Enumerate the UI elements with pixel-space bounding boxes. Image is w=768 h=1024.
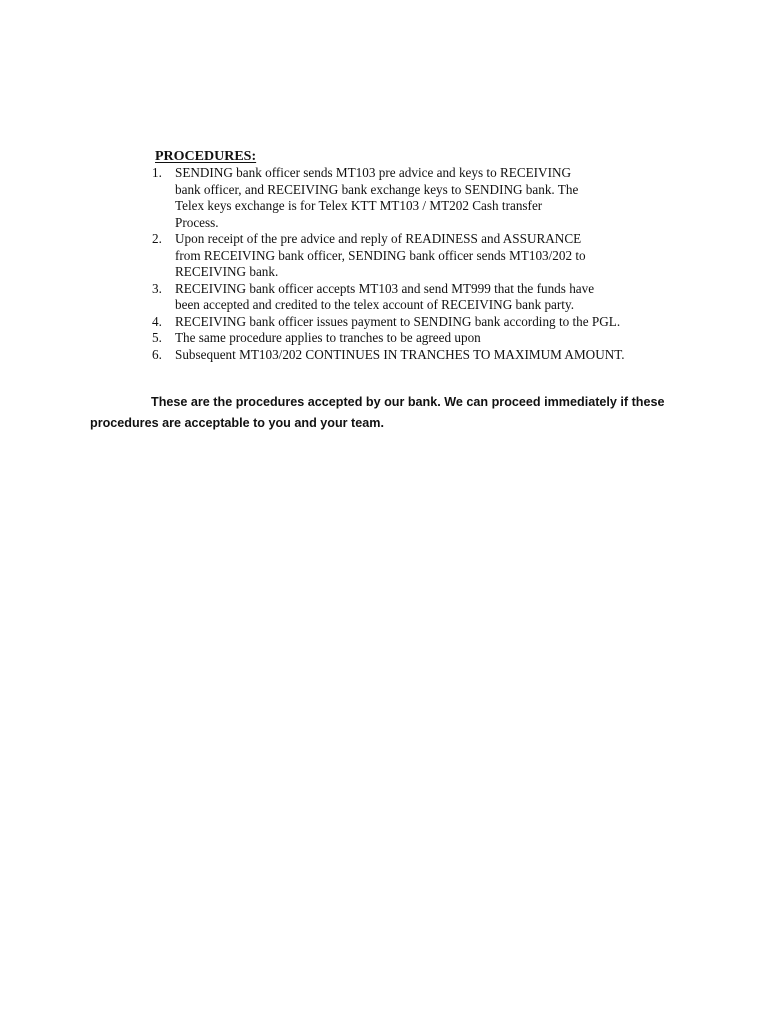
procedure-number: 4. bbox=[152, 313, 162, 329]
procedure-number: 6. bbox=[152, 346, 162, 362]
procedure-item-1 bbox=[152, 165, 672, 231]
procedure-text: RECEIVING bank officer accepts MT103 and send MT999 that the funds have been accepted and credited to the telex account of RECEIVING bank party. bbox=[175, 280, 595, 312]
procedure-text: RECEIVING bank officer issues payment to SENDING bank according to the PGL. bbox=[175, 313, 621, 329]
procedure-text: Upon receipt of the pre advice and reply of READINESS and ASSURANCE from RECEIVING bank officer, SENDING bank officer sends MT103/202 to RECEIVING bank. bbox=[175, 231, 586, 279]
procedure-text: Subsequent MT103/202 CONTINUES IN TRANCHES TO MAXIMUM AMOUNT. bbox=[175, 346, 625, 362]
closing-paragraph: These are the procedures accepted by our bank. We can proceed immediately if these procedures are acceptable to you and your team. bbox=[90, 394, 665, 430]
procedure-text: SENDING bank officer sends MT103 pre advice and keys to RECEIVING bank officer, and RECEIVING bank exchange keys to SENDING bank. The Telex keys exchange is for Telex KTT MT103 / MT202 Cash transfer Process. bbox=[175, 165, 579, 230]
procedure-text: The same procedure applies to tranches to be agreed upon bbox=[175, 330, 481, 345]
procedure-item-4 bbox=[152, 314, 672, 331]
procedure-number: 1. bbox=[152, 165, 162, 180]
procedure-number: 5. bbox=[152, 330, 162, 345]
procedure-number: 2. bbox=[152, 231, 162, 246]
procedure-item-6 bbox=[152, 347, 672, 364]
procedure-item-3 bbox=[152, 281, 672, 314]
procedure-number: 3. bbox=[152, 280, 162, 296]
procedures-heading: PROCEDURES: bbox=[155, 149, 257, 164]
procedure-item-5 bbox=[152, 330, 672, 347]
procedure-item-2 bbox=[152, 231, 672, 281]
procedures-list bbox=[152, 165, 672, 363]
